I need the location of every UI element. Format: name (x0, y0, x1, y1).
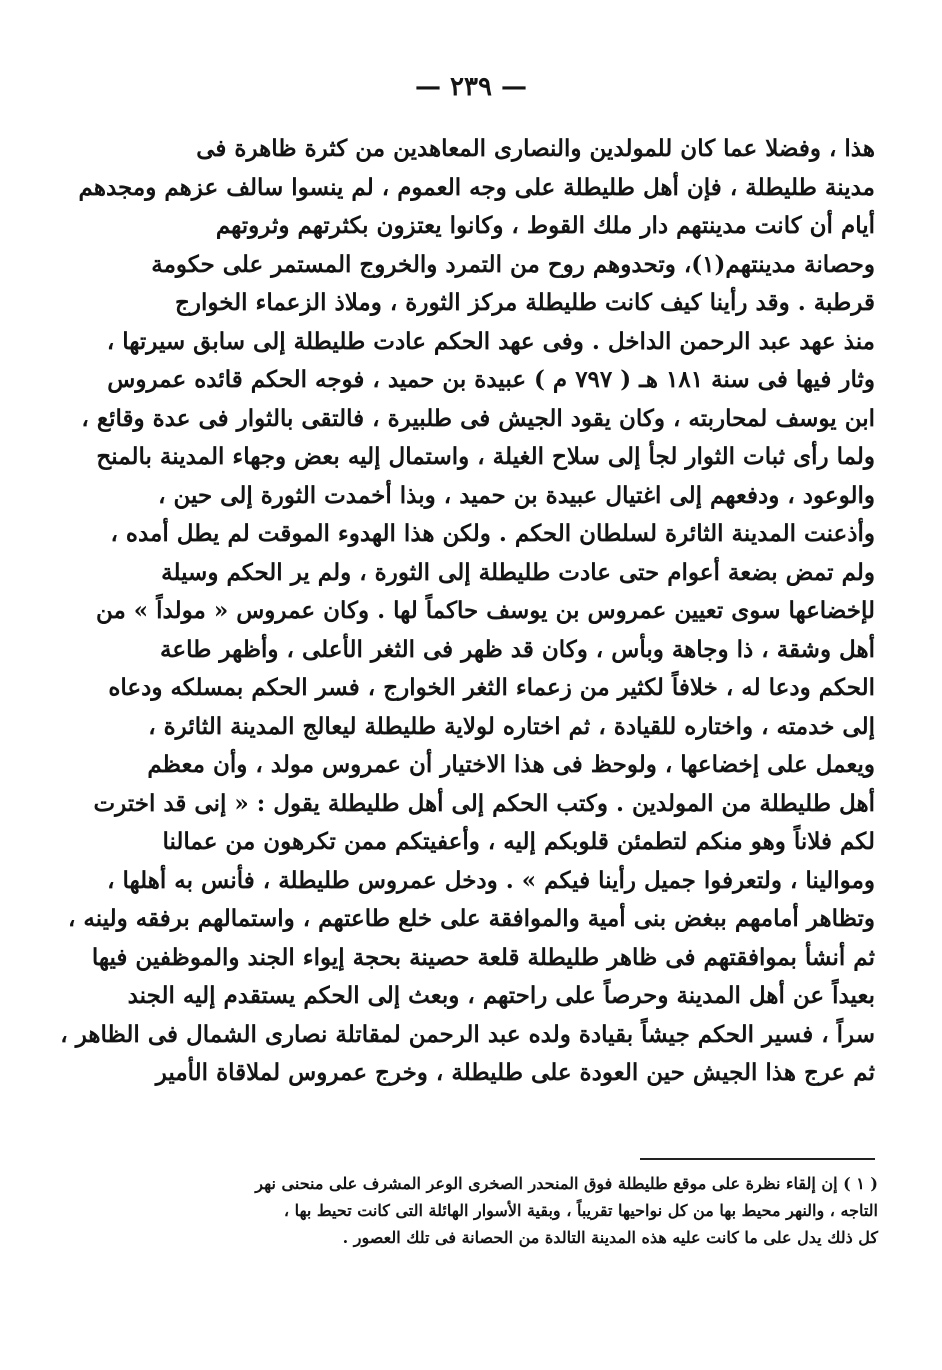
body-line: لإخضاعها سوى تعيين عمروس بن يوسف حاكماً لها . وكان عمروس « مولداً » من (95, 597, 875, 624)
body-line: قرطبة . وقد رأينا كيف كانت طليطلة مركز الثورة ، وملاذ الزعماء الخوارج (175, 289, 875, 316)
body-line: والوعود ، ودفعهم إلى اغتيال عبيدة بن حميد ، وبذا أخمدت الثورة إلى حين ، (158, 481, 875, 509)
body-line: أيام أن كانت مدينتهم دار ملك القوط ، وكانوا يعتزون بكثرتهم وثروتهم (215, 212, 875, 239)
body-line: ثم عرج هذا الجيش حين العودة على طليطلة ، وخرج عمروس لملاقاة الأمير (155, 1059, 875, 1086)
footnote-line: التاجه ، والنهر محيط بها من كل نواحيها تقريباً ، وبقية الأسوار الهائلة التى كانت تحيط بها ، (283, 1201, 878, 1220)
footnote-divider (640, 1158, 875, 1160)
body-line: وحصانة مدينتهم(١)، وتحدوهم روح من التمرد والخروج المستمر على حكومة (151, 250, 875, 278)
body-line: ولما رأى ثبات الثوار لجأ إلى سلاح الغيلة ، واستمال إليه بعض وجهاء المدينة بالمنح (96, 443, 875, 470)
body-line: منذ عهد عبد الرحمن الداخل . وفى عهد الحكم عادت طليطلة إلى سابق سيرتها ، (106, 327, 875, 355)
body-line: ثم أنشأ بموافقتهم فى ظاهر طليطلة قلعة حصينة بحجة إيواء الجند والموظفين فيها (91, 943, 875, 971)
body-line: إلى خدمته ، واختاره للقيادة ، ثم اختاره لولاية طليطلة ليعالج المدينة الثائرة ، (148, 712, 875, 740)
body-line: ويعمل على إخضاعها ، ولوحظ فى هذا الاختيار أن عمروس مولد ، وأن معظم (147, 751, 875, 778)
body-line: وأذعنت المدينة الثائرة لسلطان الحكم . ولكن هذا الهدوء الموقت لم يطل أمده ، (110, 520, 875, 547)
body-line: الحكم ودعا له ، خلافاً لكثير من زعماء الثغر الخوارج ، فسر الحكم بمسلكه ودعاه (108, 674, 875, 701)
footnote (150, 1170, 878, 1251)
body-line: وثار فيها فى سنة ١٨١ هـ ( ٧٩٧ م ) عبيدة بن حميد ، فوجه الحكم قائده عمروس (107, 366, 875, 393)
body-line: مدينة طليطلة ، فإن أهل طليطلة على وجه العموم ، لم ينسوا سالف عزهم ومجدهم (78, 173, 875, 201)
body-line: أهل طليطلة من المولدين . وكتب الحكم إلى أهل طليطلة يقول : « إنى قد اخترت (93, 789, 875, 817)
body-line: ابن يوسف لمحاربته ، وكان يقود الجيش فى طلبيرة ، فالتقى بالثوار فى عدة وقائع ، (81, 404, 875, 432)
body-line: هذا ، وفضلا عما كان للمولدين والنصارى المعاهدين من كثرة ظاهرة فى (196, 135, 875, 162)
body-line: سراً ، فسير الحكم جيشاً بقيادة ولده عبد الرحمن لمقاتلة نصارى الشمال فى الظاهر ، (60, 1020, 875, 1048)
footnote-line: ( ١ ) إن إلقاء نظرة على موقع طليطلة فوق المنحدر الصخرى الوعر المشرف على منحنى نهر (255, 1174, 878, 1193)
body-text (60, 130, 875, 1093)
body-line: بعيداً عن أهل المدينة وحرصاً على راحتهم ، وبعث إلى الحكم يستقدم إليه الجند (127, 982, 875, 1009)
body-line: وموالينا ، ولتعرفوا جميل رأينا فيكم » . ودخل عمروس طليطلة ، فأنس به أهلها ، (107, 866, 875, 894)
body-line: ولم تمض بضعة أعوام حتى عادت طليطلة إلى الثورة ، ولم ير الحكم وسيلة (161, 558, 875, 586)
body-line: لكم فلاناً وهو منكم لتطمئن قلوبكم إليه ، وأعفيتكم ممن تكرهون من عمالنا (162, 828, 875, 855)
body-line: أهل وشقة ، ذا وجاهة وبأس ، وكان قد ظهر فى الثغر الأعلى ، وأظهر طاعة (160, 635, 875, 663)
page-number: — ٢٣٩ — (414, 72, 528, 102)
body-line: وتظاهر أمامهم ببغض بنى أمية والموافقة على خلع طاعتهم ، واستمالهم برفقه ولينه ، (67, 905, 875, 932)
footnote-line: كل ذلك يدل على ما كانت عليه هذه المدينة التالدة من الحصانة فى تلك العصور . (342, 1228, 878, 1247)
